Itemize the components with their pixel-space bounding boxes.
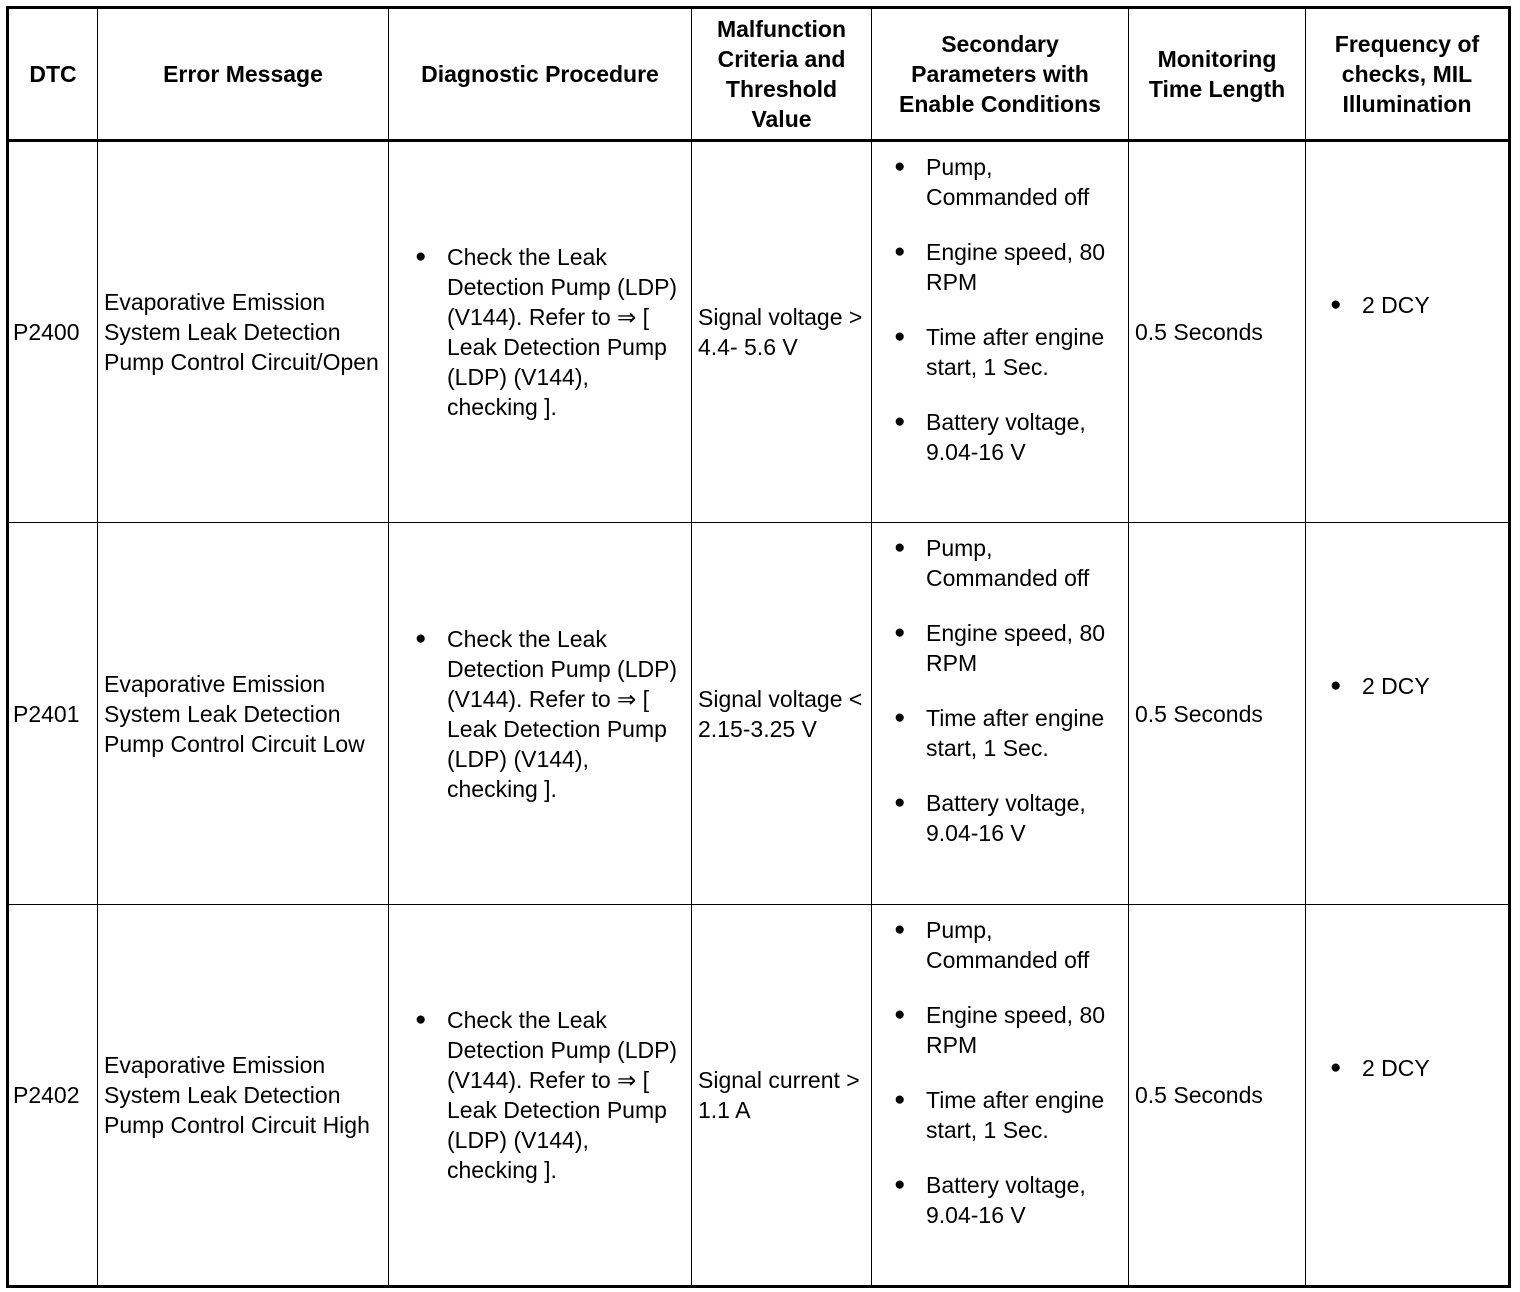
- frequency-cell: [1306, 141, 1510, 523]
- table-row: [8, 523, 1510, 905]
- procedure-step: ● Check the Leak Detection Pump (LDP) (V144). Refer to ⇒ [ Leak Detection Pump (LDP) (V144), checking ].: [395, 1005, 685, 1185]
- header-diagnostic-procedure: Diagnostic Procedure: [389, 8, 692, 141]
- frequency-item: ● 2 DCY: [1312, 1053, 1502, 1083]
- parameter-item: ● Time after engine start, 1 Sec.: [876, 703, 1124, 763]
- parameter-item: ● Time after engine start, 1 Sec.: [876, 322, 1124, 382]
- monitoring-time: 0.5 Seconds: [1129, 523, 1306, 905]
- procedure-step: ● Check the Leak Detection Pump (LDP) (V144). Refer to ⇒ [ Leak Detection Pump (LDP) (V144), checking ].: [395, 624, 685, 804]
- error-message: Evaporative Emission System Leak Detection Pump Control Circuit/Open: [98, 141, 389, 523]
- header-frequency: Frequency of checks, MIL Illumination: [1306, 8, 1510, 141]
- frequency-cell: [1306, 523, 1510, 905]
- error-message: Evaporative Emission System Leak Detection Pump Control Circuit Low: [98, 523, 389, 905]
- frequency-cell: [1306, 905, 1510, 1287]
- secondary-parameters: [872, 141, 1129, 523]
- monitoring-time: 0.5 Seconds: [1129, 905, 1306, 1287]
- parameter-item: ● Pump, Commanded off: [876, 533, 1124, 593]
- parameter-item: ● Battery voltage, 9.04-16 V: [876, 788, 1124, 848]
- parameter-item: ● Battery voltage, 9.04-16 V: [876, 407, 1124, 467]
- error-message: Evaporative Emission System Leak Detection Pump Control Circuit High: [98, 905, 389, 1287]
- dtc-code: P2401: [8, 523, 98, 905]
- parameter-item: ● Engine speed, 80 RPM: [876, 1000, 1124, 1060]
- parameter-item: ● Pump, Commanded off: [876, 915, 1124, 975]
- header-dtc: DTC: [8, 8, 98, 141]
- dtc-code: P2400: [8, 141, 98, 523]
- parameter-item: ● Engine speed, 80 RPM: [876, 237, 1124, 297]
- diagnostic-procedure: [389, 905, 692, 1287]
- monitoring-time: 0.5 Seconds: [1129, 141, 1306, 523]
- parameter-item: ● Pump, Commanded off: [876, 152, 1124, 212]
- header-malfunction-criteria: Malfunction Criteria and Threshold Value: [692, 8, 872, 141]
- table-row: [8, 905, 1510, 1287]
- malfunction-criteria: Signal voltage > 4.4- 5.6 V: [692, 141, 872, 523]
- header-secondary-parameters: Secondary Parameters with Enable Conditions: [872, 8, 1129, 141]
- header-row: [8, 8, 1510, 141]
- malfunction-criteria: Signal current > 1.1 A: [692, 905, 872, 1287]
- header-error-message: Error Message: [98, 8, 389, 141]
- header-monitoring-time: Monitoring Time Length: [1129, 8, 1306, 141]
- table-row: [8, 141, 1510, 523]
- diagnostic-procedure: [389, 523, 692, 905]
- procedure-step: ● Check the Leak Detection Pump (LDP) (V144). Refer to ⇒ [ Leak Detection Pump (LDP) (V144), checking ].: [395, 242, 685, 422]
- secondary-parameters: [872, 905, 1129, 1287]
- parameter-item: ● Time after engine start, 1 Sec.: [876, 1085, 1124, 1145]
- secondary-parameters: [872, 523, 1129, 905]
- dtc-table: [6, 6, 1511, 1288]
- frequency-item: ● 2 DCY: [1312, 290, 1502, 320]
- frequency-item: ● 2 DCY: [1312, 671, 1502, 701]
- parameter-item: ● Engine speed, 80 RPM: [876, 618, 1124, 678]
- parameter-item: ● Battery voltage, 9.04-16 V: [876, 1170, 1124, 1230]
- malfunction-criteria: Signal voltage < 2.15-3.25 V: [692, 523, 872, 905]
- dtc-code: P2402: [8, 905, 98, 1287]
- diagnostic-procedure: [389, 141, 692, 523]
